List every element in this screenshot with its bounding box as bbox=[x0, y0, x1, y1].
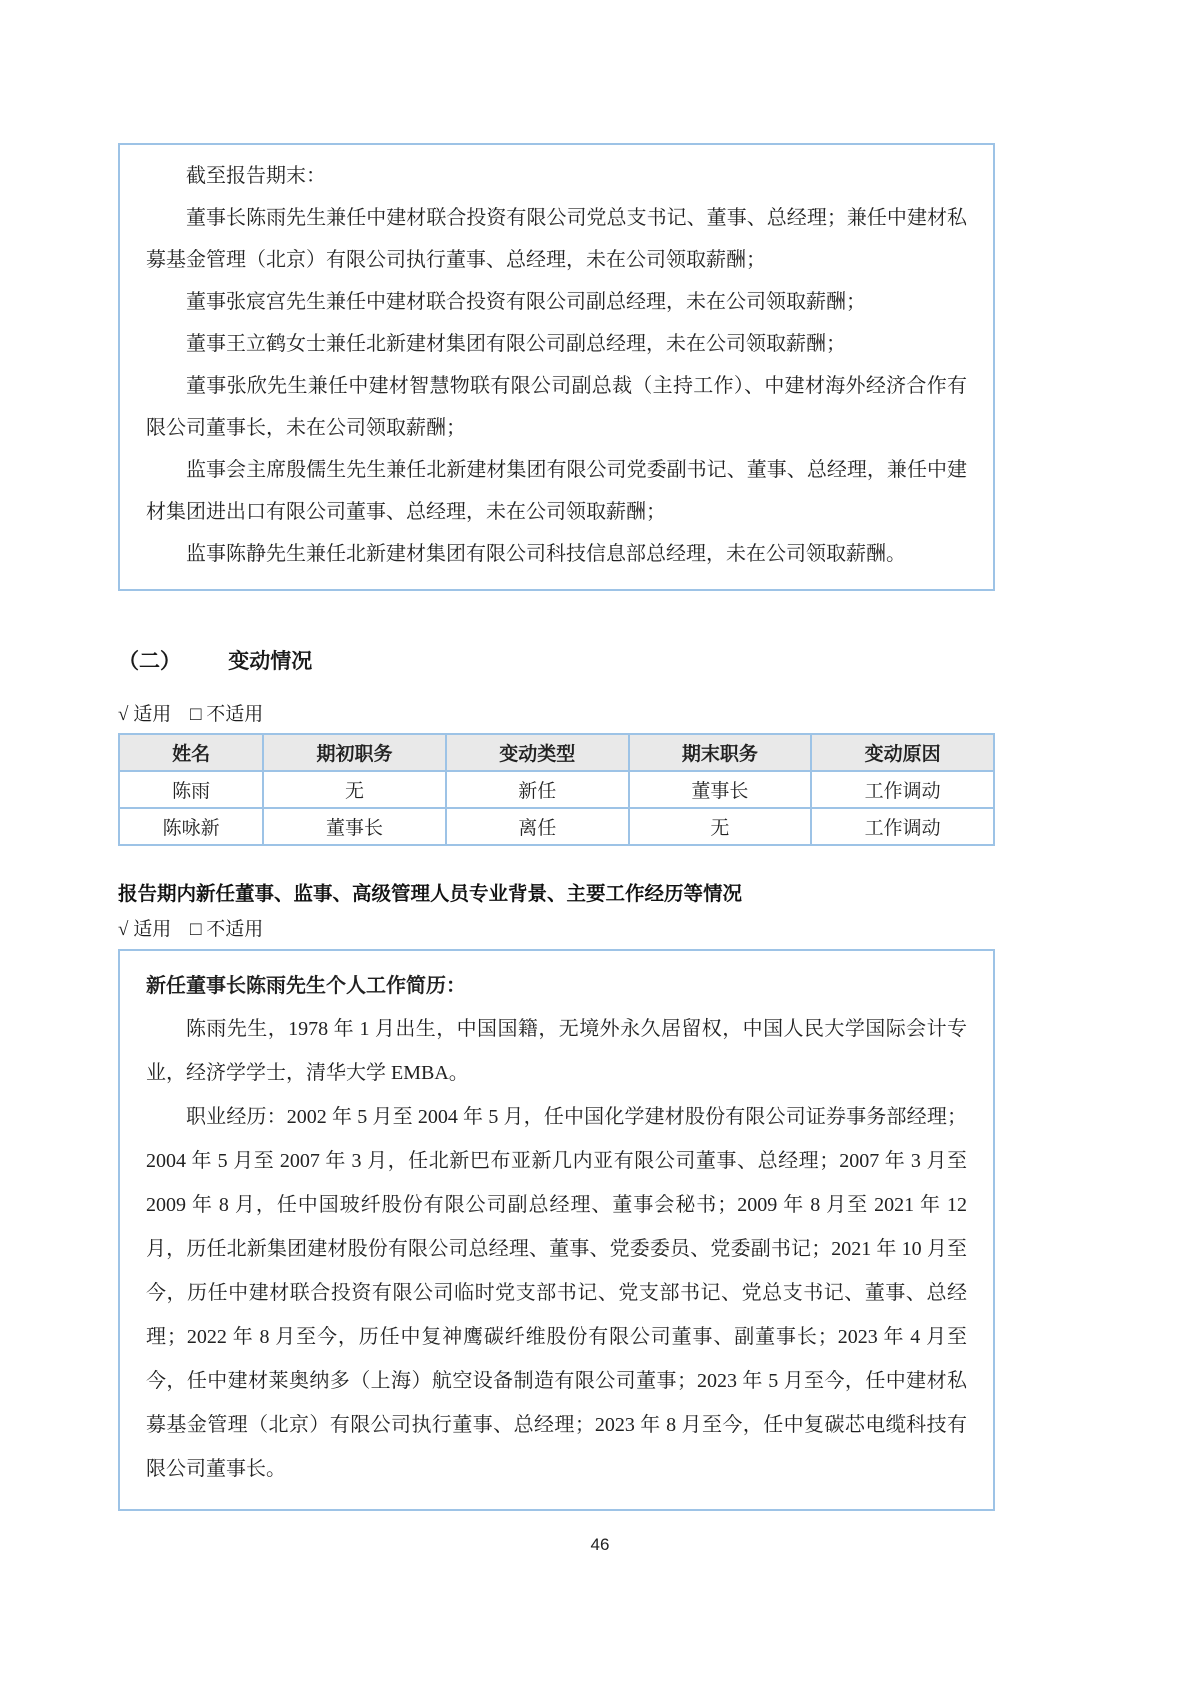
cell-change-type: 新任 bbox=[446, 771, 629, 808]
page-content bbox=[118, 0, 995, 1511]
biography-paragraph: 陈雨先生，1978 年 1 月出生，中国国籍，无境外永久居留权，中国人民大学国际会计专业，经济学学士，清华大学 EMBA。 bbox=[146, 1018, 967, 1084]
table-row bbox=[119, 771, 994, 808]
applicability-line bbox=[118, 699, 995, 726]
cell-final-position: 无 bbox=[629, 808, 812, 845]
table-header-row bbox=[119, 734, 994, 771]
applicable-label: 适用 bbox=[133, 919, 172, 940]
checkbox-empty-icon: □ bbox=[189, 919, 202, 940]
column-header-final-position: 期末职务 bbox=[629, 734, 812, 771]
column-header-initial-position: 期初职务 bbox=[263, 734, 446, 771]
page-number: 46 bbox=[590, 1535, 610, 1554]
personnel-change-table bbox=[118, 733, 995, 846]
chairman-biography-box bbox=[118, 949, 995, 1511]
cell-change-reason: 工作调动 bbox=[811, 771, 994, 808]
not-applicable-label: 不适用 bbox=[206, 919, 264, 940]
column-header-change-reason: 变动原因 bbox=[811, 734, 994, 771]
checkmark-icon: √ bbox=[118, 919, 129, 940]
summary-paragraph: 截至报告期末： bbox=[186, 165, 326, 187]
cell-name: 陈雨 bbox=[119, 771, 263, 808]
not-applicable-label: 不适用 bbox=[206, 704, 264, 725]
summary-paragraph: 董事张欣先生兼任中建材智慧物联有限公司副总裁（主持工作）、中建材海外经济合作有限公司董事长，未在公司领取薪酬； bbox=[146, 375, 967, 439]
cell-initial-position: 无 bbox=[263, 771, 446, 808]
summary-paragraph: 董事长陈雨先生兼任中建材联合投资有限公司党总支书记、董事、总经理；兼任中建材私募基金管理（北京）有限公司执行董事、总经理，未在公司领取薪酬； bbox=[146, 207, 967, 271]
section-heading-changes bbox=[118, 645, 995, 675]
new-appointees-background-heading: 报告期内新任董事、监事、高级管理人员专业背景、主要工作经历等情况 bbox=[118, 884, 743, 905]
column-header-change-type: 变动类型 bbox=[446, 734, 629, 771]
summary-paragraph: 董事张宸宫先生兼任中建材联合投资有限公司副总经理，未在公司领取薪酬； bbox=[186, 291, 866, 313]
checkbox-empty-icon: □ bbox=[189, 704, 202, 725]
cell-name: 陈咏新 bbox=[119, 808, 263, 845]
cell-change-type: 离任 bbox=[446, 808, 629, 845]
biography-paragraph: 职业经历：2002 年 5 月至 2004 年 5 月，任中国化学建材股份有限公司证券事务部经理；2004 年 5 月至 2007 年 3 月，任北新巴布亚新几内亚有限公司董事、总经理；2007 年 3 月至 2009 年 8 月，任中国玻纤股份有限公司副总经理、董事会秘书；2009 年 8 月至 2021 年 12 月，历任北新集团建材股份有限公司总经理、董事、党委委员、党委副书记；2021 年 10 月至今，历任中建材联合投资有限公司临时党支部书记、党支部书记、党总支书记、董事、总经理；2022 年 8 月至今，历任中复神鹰碳纤维股份有限公司董事、副董事长；2023 年 4 月至今，任中建材莱奥纳多（上海）航空设备制造有限公司董事；2023 年 5 月至今，任中建材私募基金管理（北京）有限公司执行董事、总经理；2023 年 8 月至今，任中复碳芯电缆科技有限公司董事长。 bbox=[146, 1106, 967, 1480]
cell-change-reason: 工作调动 bbox=[811, 808, 994, 845]
officer-concurrent-positions-box bbox=[118, 143, 995, 591]
cell-final-position: 董事长 bbox=[629, 771, 812, 808]
table-row bbox=[119, 808, 994, 845]
summary-paragraph: 监事陈静先生兼任北新建材集团有限公司科技信息部总经理，未在公司领取薪酬。 bbox=[186, 543, 906, 565]
summary-paragraph: 董事王立鹤女士兼任北新建材集团有限公司副总经理，未在公司领取薪酬； bbox=[186, 333, 846, 355]
section-index: （二） bbox=[118, 649, 181, 673]
cell-initial-position: 董事长 bbox=[263, 808, 446, 845]
summary-paragraph: 监事会主席殷儒生先生兼任北新建材集团有限公司党委副书记、董事、总经理，兼任中建材集团进出口有限公司董事、总经理，未在公司领取薪酬； bbox=[146, 459, 967, 523]
column-header-name: 姓名 bbox=[119, 734, 263, 771]
biography-title: 新任董事长陈雨先生个人工作简历： bbox=[146, 975, 466, 997]
section-title: 变动情况 bbox=[228, 649, 313, 673]
applicability-line bbox=[118, 914, 995, 941]
checkmark-icon: √ bbox=[118, 704, 129, 725]
applicable-label: 适用 bbox=[133, 704, 172, 725]
